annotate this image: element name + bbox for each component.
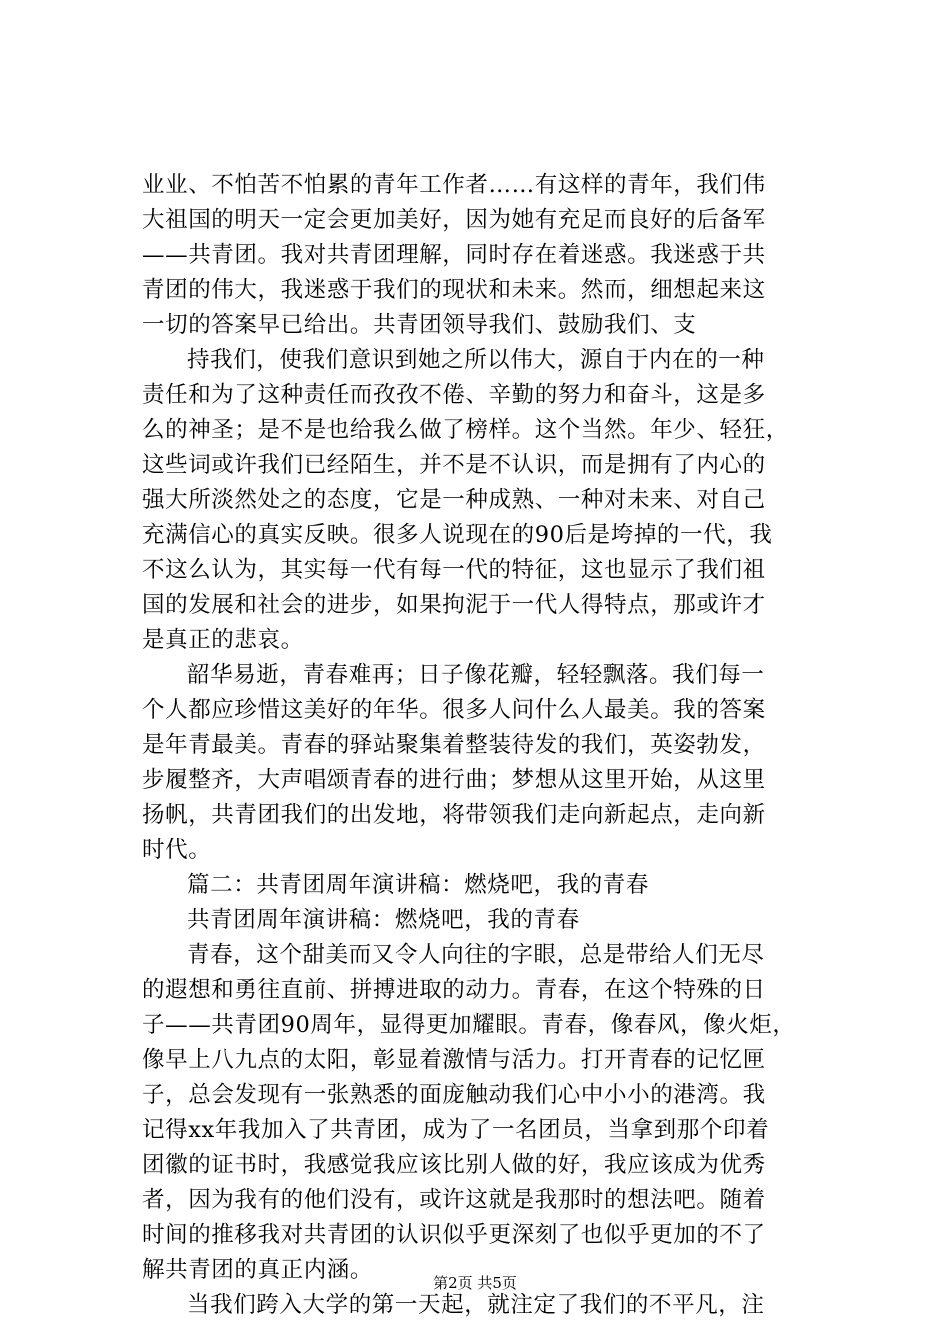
text-line: 团徽的证书时，我感觉我应该比别人做的好，我应该成为优秀 xyxy=(142,1152,766,1178)
text-line: 时间的推移我对共青团的认识似乎更深刻了也似乎更加的不了 xyxy=(142,1222,766,1248)
text-line: 业业、不怕苦不怕累的青年工作者……有这样的青年，我们伟 xyxy=(142,172,766,198)
text-line: 不这么认为，其实每一代有每一代的特征，这也显示了我们祖 xyxy=(142,557,766,583)
text-line: 责任和为了这种责任而孜孜不倦、辛勤的努力和奋斗，这是多 xyxy=(142,382,766,408)
text-line: 大祖国的明天一定会更加美好，因为她有充足而良好的后备军 xyxy=(142,207,766,233)
text-line: 当我们跨入大学的第一天起，就注定了我们的不平凡，注 xyxy=(187,1292,765,1318)
text-line: 共青团周年演讲稿：燃烧吧，我的青春 xyxy=(187,907,580,933)
text-line: 韶华易逝，青春难再；日子像花瓣，轻轻飘落。我们每一 xyxy=(187,662,765,688)
text-line: 么的神圣；是不是也给我么做了榜样。这个当然。年少、轻狂， xyxy=(142,417,789,443)
text-line: 的遐想和勇往直前、拼搏进取的动力。青春，在这个特殊的日 xyxy=(142,977,766,1003)
text-line: 个人都应珍惜这美好的年华。很多人问什么人最美。我的答案 xyxy=(142,697,766,723)
text-line: 国的发展和社会的进步，如果拘泥于一代人得特点，那或许才 xyxy=(142,592,766,618)
text-line: 充满信心的真实反映。很多人说现在的90后是垮掉的一代，我 xyxy=(142,522,773,548)
text-line: 青团的伟大，我迷惑于我们的现状和未来。然而，细想起来这 xyxy=(142,277,766,303)
text-line: 持我们，使我们意识到她之所以伟大，源自于内在的一种 xyxy=(187,347,765,373)
text-line: 这些词或许我们已经陌生，并不是不认识，而是拥有了内心的 xyxy=(142,452,766,478)
document-body xyxy=(142,168,832,1323)
text-line: 子，总会发现有一张熟悉的面庞触动我们心中小小的港湾。我 xyxy=(142,1082,766,1108)
text-line: 强大所淡然处之的态度，它是一种成熟、一种对未来、对自己 xyxy=(142,487,766,513)
text-line: 解共青团的真正内涵。 xyxy=(142,1257,374,1283)
page-footer: 第2页 共5页 xyxy=(433,1274,517,1292)
text-line: 扬帆，共青团我们的出发地，将带领我们走向新起点，走向新 xyxy=(142,802,766,828)
text-line: 是年青最美。青春的驿站聚集着整装待发的我们，英姿勃发， xyxy=(142,732,766,758)
text-line: 青春，这个甜美而又令人向往的字眼，总是带给人们无尽 xyxy=(187,942,765,968)
text-line: 子——共青团90周年，显得更加耀眼。青春，像春风，像火炬， xyxy=(142,1012,796,1038)
text-line: 者，因为我有的他们没有，或许这就是我那时的想法吧。随着 xyxy=(142,1187,766,1213)
text-line: 是真正的悲哀。 xyxy=(142,627,304,653)
text-line: 一切的答案早已给出。共青团领导我们、鼓励我们、支 xyxy=(142,312,697,338)
text-line: 步履整齐，大声唱颂青春的进行曲；梦想从这里开始，从这里 xyxy=(142,767,766,793)
text-line: 像早上八九点的太阳，彰显着激情与活力。打开青春的记忆匣 xyxy=(142,1047,766,1073)
text-line: 时代。 xyxy=(142,837,212,863)
text-line: 记得xx年我加入了共青团，成为了一名团员，当拿到那个印着 xyxy=(142,1117,770,1143)
text-line: ——共青团。我对共青团理解，同时存在着迷惑。我迷惑于共 xyxy=(142,242,766,268)
text-line: 篇二：共青团周年演讲稿：燃烧吧，我的青春 xyxy=(187,872,650,898)
